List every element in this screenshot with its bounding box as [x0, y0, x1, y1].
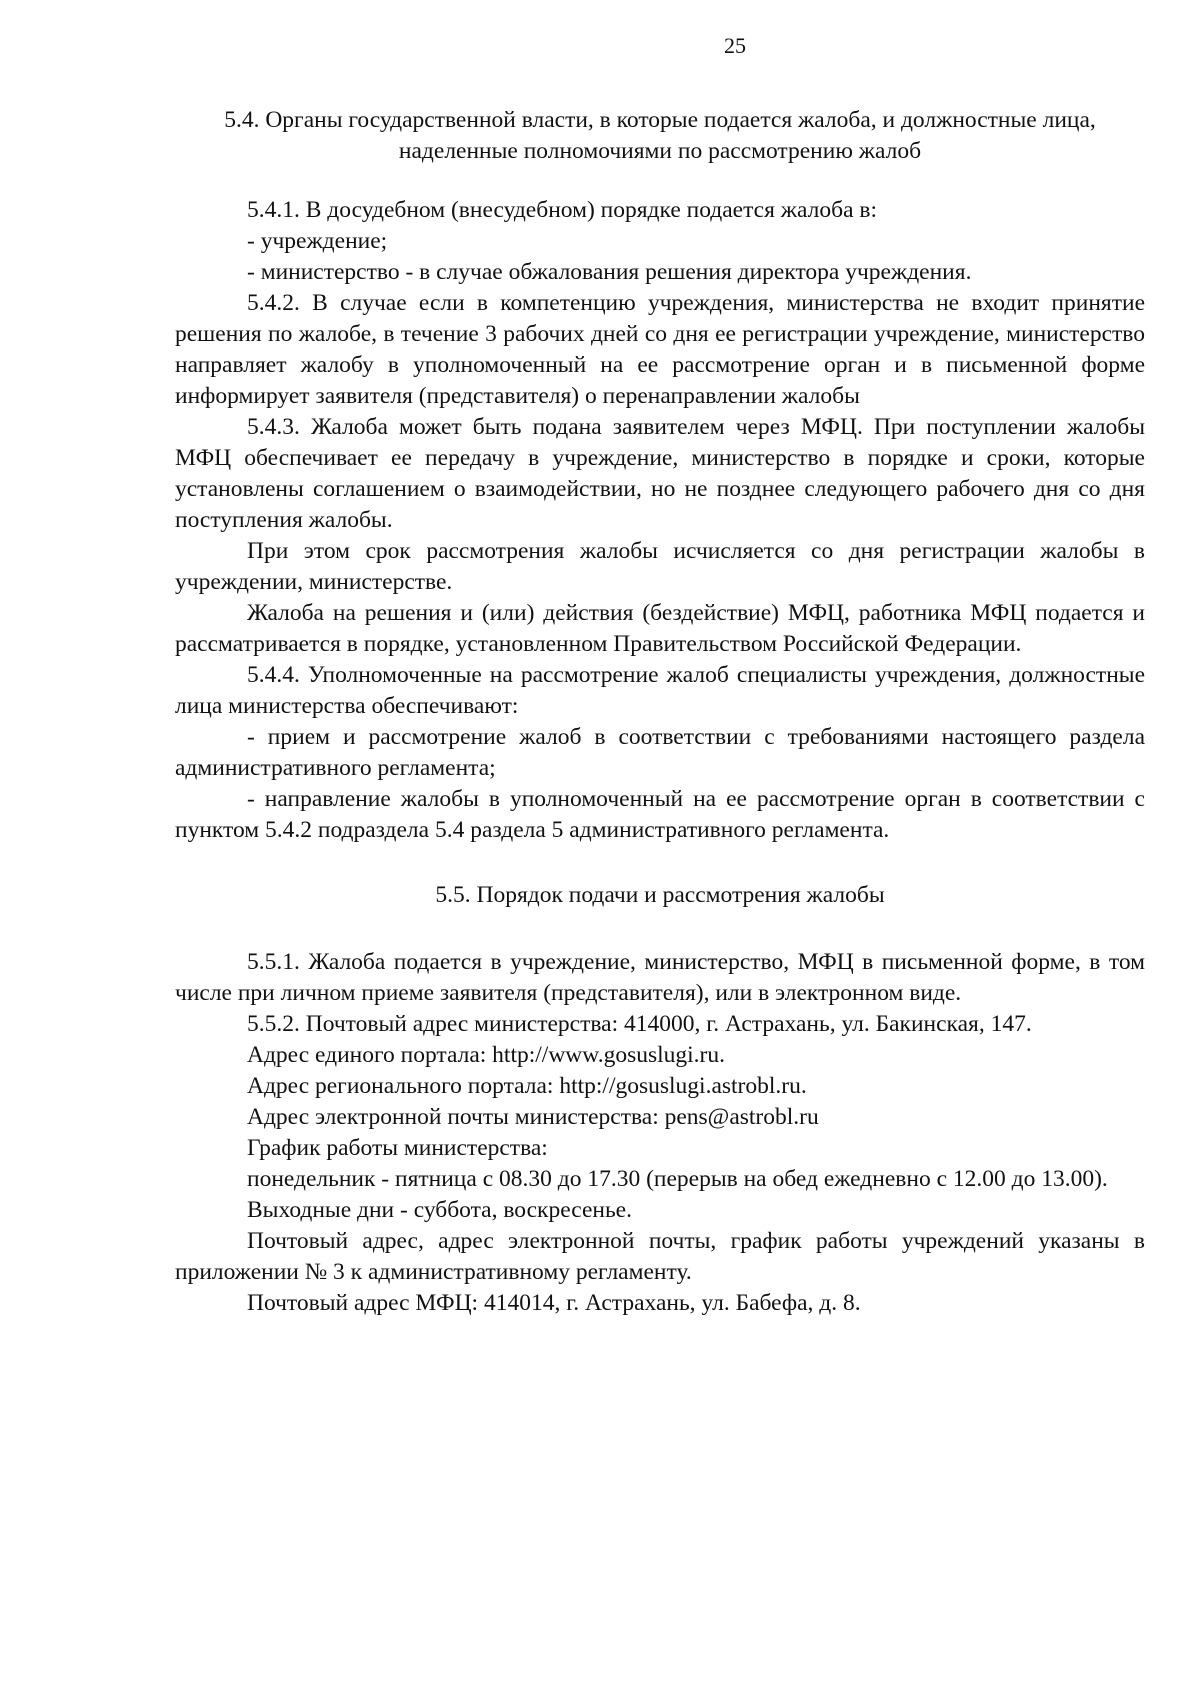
paragraph-mfc-complaint: Жалоба на решения и (или) действия (бездействие) МФЦ, работника МФЦ подается и рассматривается в порядке, установленном Правительством Российской Федерации.	[175, 600, 1145, 657]
list-item-redirect: - направление жалобы в уполномоченный на ее рассмотрение орган в соответствии с пунктом 5.4.2 подраздела 5.4 раздела 5 административного регламента.	[175, 786, 1145, 843]
document-page	[175, 30, 1145, 1319]
ministry-schedule-hours: понедельник - пятница с 08.30 до 17.30 (перерыв на обед ежедневно с 12.00 до 13.00).	[247, 1166, 1108, 1192]
section-heading-5-4: 5.4. Органы государственной власти, в которые подается жалоба, и должностные лица, наделенные полномочиями по рассмотрению жалоб	[224, 107, 1096, 164]
paragraph-review-term: При этом срок рассмотрения жалобы исчисляется со дня регистрации жалобы в учреждении, министерстве.	[175, 538, 1145, 595]
paragraph-5-4-3: 5.4.3. Жалоба может быть подана заявителем через МФЦ. При поступлении жалобы МФЦ обеспечивает ее передачу в учреждение, министерство в порядке и сроки, которые установлены соглашением о взаимодействии, но не позднее следующего рабочего дня со дня поступления жалобы.	[175, 414, 1145, 533]
list-item-reception: - прием и рассмотрение жалоб в соответствии с требованиями настоящего раздела административного регламента;	[175, 724, 1145, 781]
ministry-days-off: Выходные дни - суббота, воскресенье.	[247, 1197, 632, 1223]
list-item-ministry: - министерство - в случае обжалования решения директора учреждения.	[247, 259, 972, 285]
paragraph-5-5-1: 5.5.1. Жалоба подается в учреждение, министерство, МФЦ в письменной форме, в том числе при личном приеме заявителя (представителя), или в электронном виде.	[175, 949, 1145, 1006]
unified-portal-address: Адрес единого портала: http://www.gosuslugi.ru.	[247, 1042, 726, 1068]
paragraph-5-5-2: 5.5.2. Почтовый адрес министерства: 414000, г. Астрахань, ул. Бакинская, 147.	[247, 1011, 1032, 1037]
paragraph-5-4-4: 5.4.4. Уполномоченные на рассмотрение жалоб специалисты учреждения, должностные лица министерства обеспечивают:	[175, 662, 1145, 719]
paragraph-5-4-1: 5.4.1. В досудебном (внесудебном) порядке подается жалоба в:	[247, 197, 878, 223]
page-number: 25	[724, 33, 746, 58]
regional-portal-address: Адрес регионального портала: http://gosuslugi.astrobl.ru.	[247, 1073, 807, 1099]
ministry-schedule-label: График работы министерства:	[247, 1135, 548, 1161]
section-heading-5-5: 5.5. Порядок подачи и рассмотрения жалобы	[435, 882, 885, 908]
mfc-postal-address: Почтовый адрес МФЦ: 414014, г. Астрахань, ул. Бабефа, д. 8.	[247, 1290, 861, 1316]
institutions-contacts-note: Почтовый адрес, адрес электронной почты, график работы учреждений указаны в приложении № 3 к административному регламенту.	[175, 1228, 1145, 1285]
list-item-institution: - учреждение;	[247, 228, 388, 254]
ministry-email-address: Адрес электронной почты министерства: pens@astrobl.ru	[247, 1104, 819, 1130]
paragraph-5-4-2: 5.4.2. В случае если в компетенцию учреждения, министерства не входит принятие решения по жалобе, в течение 3 рабочих дней со дня ее регистрации учреждение, министерство направляет жалобу в уполномоченный на ее рассмотрение орган и в письменной форме информирует заявителя (представителя) о перенаправлении жалобы	[175, 290, 1145, 409]
